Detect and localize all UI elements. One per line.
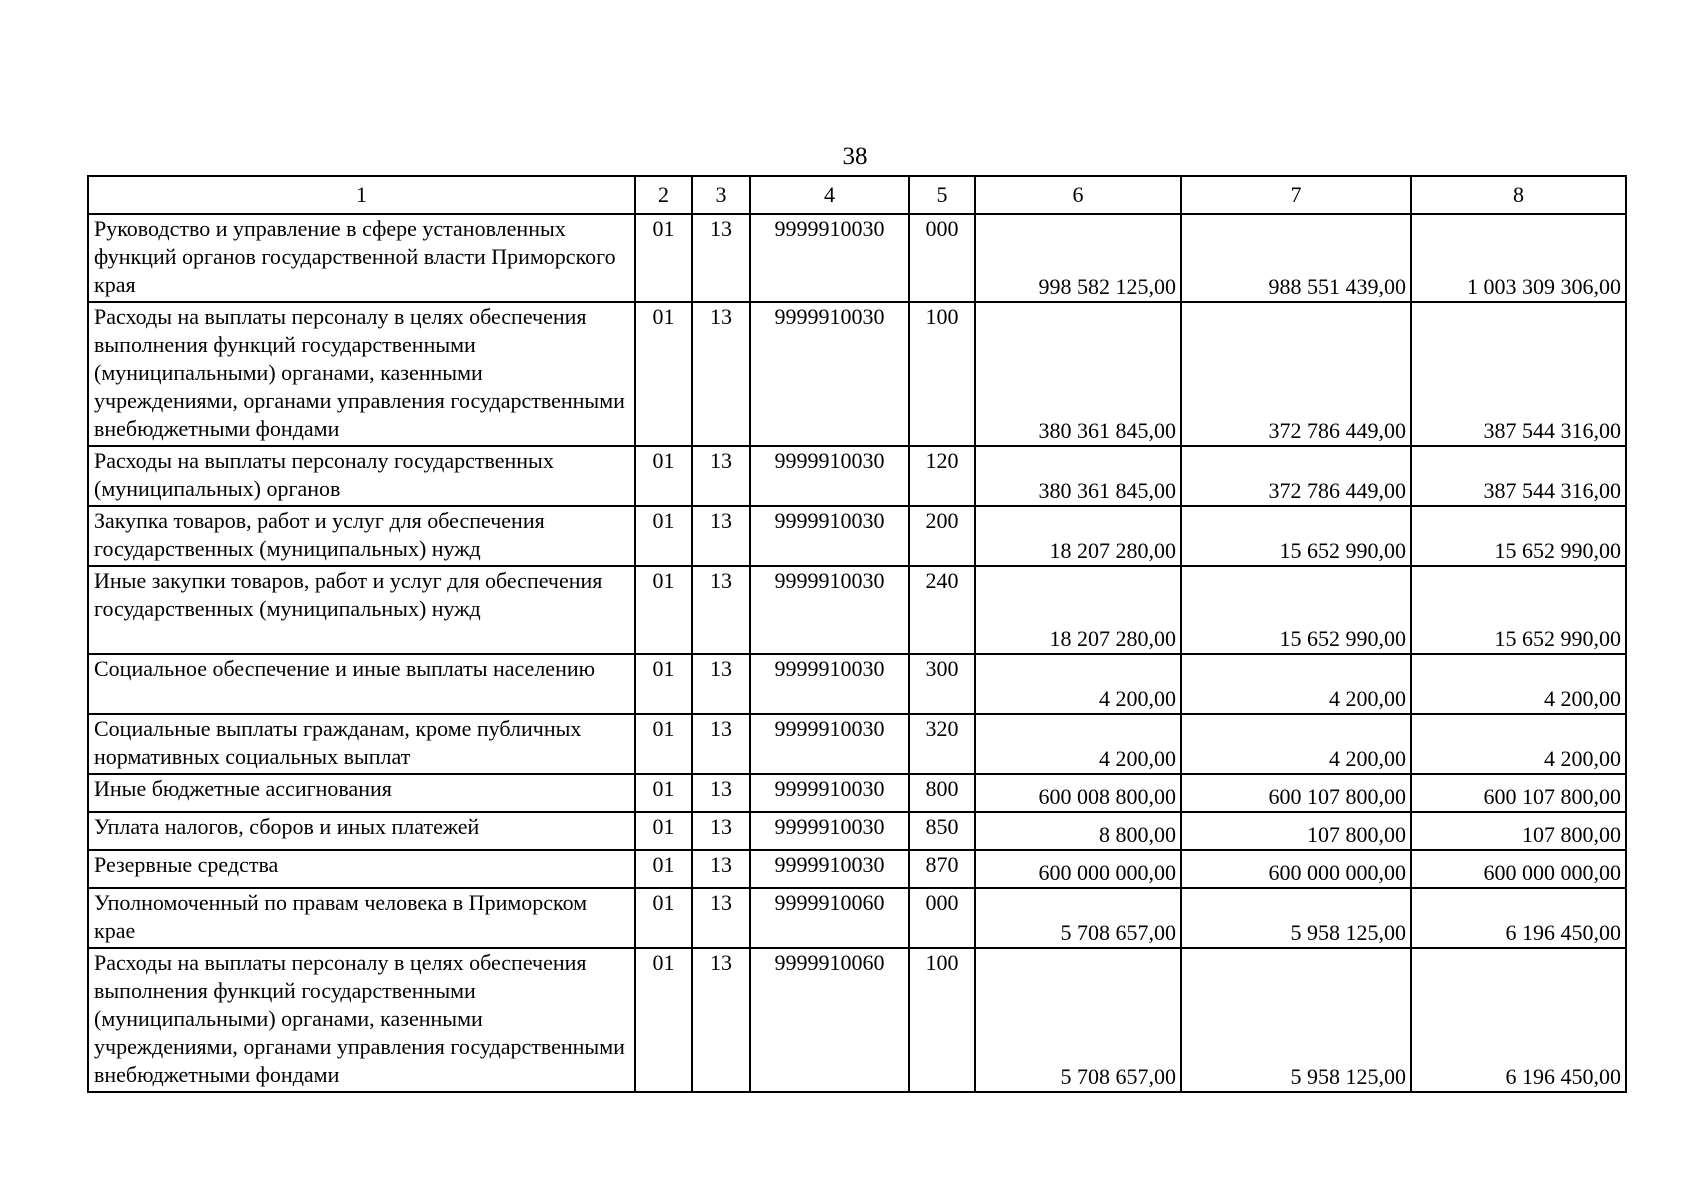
amount-col-6: 600 000 000,00 bbox=[975, 850, 1181, 888]
amount-col-7: 600 107 800,00 bbox=[1181, 774, 1411, 812]
target-article-code: 9999910030 bbox=[750, 214, 909, 302]
expense-type-code: 240 bbox=[909, 566, 975, 654]
column-header: 3 bbox=[692, 176, 750, 214]
table-header-row bbox=[88, 176, 1626, 214]
column-header: 2 bbox=[635, 176, 692, 214]
expense-type-code: 000 bbox=[909, 888, 975, 948]
amount-col-6: 8 800,00 bbox=[975, 812, 1181, 850]
expense-name: Расходы на выплаты персоналу в целях обеспечения выполнения функций государственными (муниципальными) органами, казенными учреждениями, органами управления государственными внебюджетными фондами bbox=[88, 948, 635, 1092]
table-row bbox=[88, 214, 1626, 302]
section-code: 01 bbox=[635, 302, 692, 446]
amount-col-8: 600 107 800,00 bbox=[1411, 774, 1626, 812]
amount-col-6: 5 708 657,00 bbox=[975, 948, 1181, 1092]
expense-type-code: 100 bbox=[909, 948, 975, 1092]
target-article-code: 9999910030 bbox=[750, 774, 909, 812]
subsection-code: 13 bbox=[692, 774, 750, 812]
table-row bbox=[88, 850, 1626, 888]
amount-col-7: 372 786 449,00 bbox=[1181, 302, 1411, 446]
expense-type-code: 100 bbox=[909, 302, 975, 446]
subsection-code: 13 bbox=[692, 850, 750, 888]
budget-table bbox=[87, 175, 1627, 1093]
expense-type-code: 800 bbox=[909, 774, 975, 812]
amount-col-8: 600 000 000,00 bbox=[1411, 850, 1626, 888]
amount-col-8: 387 544 316,00 bbox=[1411, 302, 1626, 446]
expense-name: Руководство и управление в сфере установленных функций органов государственной власти Приморского края bbox=[88, 214, 635, 302]
column-header: 5 bbox=[909, 176, 975, 214]
amount-col-7: 988 551 439,00 bbox=[1181, 214, 1411, 302]
subsection-code: 13 bbox=[692, 948, 750, 1092]
expense-type-code: 300 bbox=[909, 654, 975, 714]
section-code: 01 bbox=[635, 214, 692, 302]
column-header: 7 bbox=[1181, 176, 1411, 214]
table-row bbox=[88, 948, 1626, 1092]
subsection-code: 13 bbox=[692, 812, 750, 850]
expense-name: Расходы на выплаты персоналу государственных (муниципальных) органов bbox=[88, 446, 635, 506]
amount-col-6: 18 207 280,00 bbox=[975, 566, 1181, 654]
amount-col-8: 15 652 990,00 bbox=[1411, 566, 1626, 654]
section-code: 01 bbox=[635, 774, 692, 812]
column-header: 4 bbox=[750, 176, 909, 214]
expense-type-code: 200 bbox=[909, 506, 975, 566]
expense-name: Уполномоченный по правам человека в Приморском крае bbox=[88, 888, 635, 948]
subsection-code: 13 bbox=[692, 446, 750, 506]
section-code: 01 bbox=[635, 446, 692, 506]
expense-name: Расходы на выплаты персоналу в целях обеспечения выполнения функций государственными (муниципальными) органами, казенными учреждениями, органами управления государственными внебюджетными фондами bbox=[88, 302, 635, 446]
column-header: 1 bbox=[88, 176, 635, 214]
subsection-code: 13 bbox=[692, 714, 750, 774]
section-code: 01 bbox=[635, 506, 692, 566]
expense-type-code: 870 bbox=[909, 850, 975, 888]
amount-col-7: 372 786 449,00 bbox=[1181, 446, 1411, 506]
expense-name: Иные бюджетные ассигнования bbox=[88, 774, 635, 812]
table-row bbox=[88, 506, 1626, 566]
target-article-code: 9999910030 bbox=[750, 302, 909, 446]
subsection-code: 13 bbox=[692, 506, 750, 566]
amount-col-6: 998 582 125,00 bbox=[975, 214, 1181, 302]
section-code: 01 bbox=[635, 888, 692, 948]
target-article-code: 9999910030 bbox=[750, 566, 909, 654]
expense-type-code: 320 bbox=[909, 714, 975, 774]
amount-col-8: 107 800,00 bbox=[1411, 812, 1626, 850]
amount-col-7: 5 958 125,00 bbox=[1181, 888, 1411, 948]
amount-col-6: 600 008 800,00 bbox=[975, 774, 1181, 812]
table-row bbox=[88, 714, 1626, 774]
table-row bbox=[88, 812, 1626, 850]
section-code: 01 bbox=[635, 654, 692, 714]
subsection-code: 13 bbox=[692, 214, 750, 302]
table-row bbox=[88, 302, 1626, 446]
expense-name: Резервные средства bbox=[88, 850, 635, 888]
amount-col-7: 5 958 125,00 bbox=[1181, 948, 1411, 1092]
table-row bbox=[88, 774, 1626, 812]
target-article-code: 9999910030 bbox=[750, 506, 909, 566]
section-code: 01 bbox=[635, 714, 692, 774]
amount-col-7: 107 800,00 bbox=[1181, 812, 1411, 850]
table-row bbox=[88, 654, 1626, 714]
column-header: 8 bbox=[1411, 176, 1626, 214]
target-article-code: 9999910030 bbox=[750, 812, 909, 850]
expense-name: Уплата налогов, сборов и иных платежей bbox=[88, 812, 635, 850]
section-code: 01 bbox=[635, 850, 692, 888]
section-code: 01 bbox=[635, 812, 692, 850]
target-article-code: 9999910030 bbox=[750, 446, 909, 506]
target-article-code: 9999910030 bbox=[750, 654, 909, 714]
expense-type-code: 850 bbox=[909, 812, 975, 850]
expense-name: Социальное обеспечение и иные выплаты населению bbox=[88, 654, 635, 714]
amount-col-7: 4 200,00 bbox=[1181, 714, 1411, 774]
amount-col-8: 15 652 990,00 bbox=[1411, 506, 1626, 566]
amount-col-6: 380 361 845,00 bbox=[975, 446, 1181, 506]
amount-col-8: 4 200,00 bbox=[1411, 714, 1626, 774]
subsection-code: 13 bbox=[692, 888, 750, 948]
subsection-code: 13 bbox=[692, 566, 750, 654]
amount-col-8: 4 200,00 bbox=[1411, 654, 1626, 714]
section-code: 01 bbox=[635, 566, 692, 654]
target-article-code: 9999910030 bbox=[750, 850, 909, 888]
subsection-code: 13 bbox=[692, 302, 750, 446]
amount-col-7: 15 652 990,00 bbox=[1181, 506, 1411, 566]
target-article-code: 9999910030 bbox=[750, 714, 909, 774]
amount-col-8: 6 196 450,00 bbox=[1411, 888, 1626, 948]
amount-col-6: 380 361 845,00 bbox=[975, 302, 1181, 446]
amount-col-6: 5 708 657,00 bbox=[975, 888, 1181, 948]
expense-type-code: 120 bbox=[909, 446, 975, 506]
amount-col-7: 15 652 990,00 bbox=[1181, 566, 1411, 654]
target-article-code: 9999910060 bbox=[750, 948, 909, 1092]
expense-name: Иные закупки товаров, работ и услуг для обеспечения государственных (муниципальных) нужд bbox=[88, 566, 635, 654]
subsection-code: 13 bbox=[692, 654, 750, 714]
expense-type-code: 000 bbox=[909, 214, 975, 302]
table-row bbox=[88, 566, 1626, 654]
section-code: 01 bbox=[635, 948, 692, 1092]
table-row bbox=[88, 446, 1626, 506]
amount-col-6: 18 207 280,00 bbox=[975, 506, 1181, 566]
column-header: 6 bbox=[975, 176, 1181, 214]
amount-col-6: 4 200,00 bbox=[975, 714, 1181, 774]
target-article-code: 9999910060 bbox=[750, 888, 909, 948]
amount-col-8: 6 196 450,00 bbox=[1411, 948, 1626, 1092]
expense-name: Социальные выплаты гражданам, кроме публичных нормативных социальных выплат bbox=[88, 714, 635, 774]
expense-name: Закупка товаров, работ и услуг для обеспечения государственных (муниципальных) нужд bbox=[88, 506, 635, 566]
table-row bbox=[88, 888, 1626, 948]
amount-col-7: 600 000 000,00 bbox=[1181, 850, 1411, 888]
page-number: 38 bbox=[842, 143, 868, 170]
amount-col-6: 4 200,00 bbox=[975, 654, 1181, 714]
amount-col-8: 1 003 309 306,00 bbox=[1411, 214, 1626, 302]
amount-col-7: 4 200,00 bbox=[1181, 654, 1411, 714]
amount-col-8: 387 544 316,00 bbox=[1411, 446, 1626, 506]
